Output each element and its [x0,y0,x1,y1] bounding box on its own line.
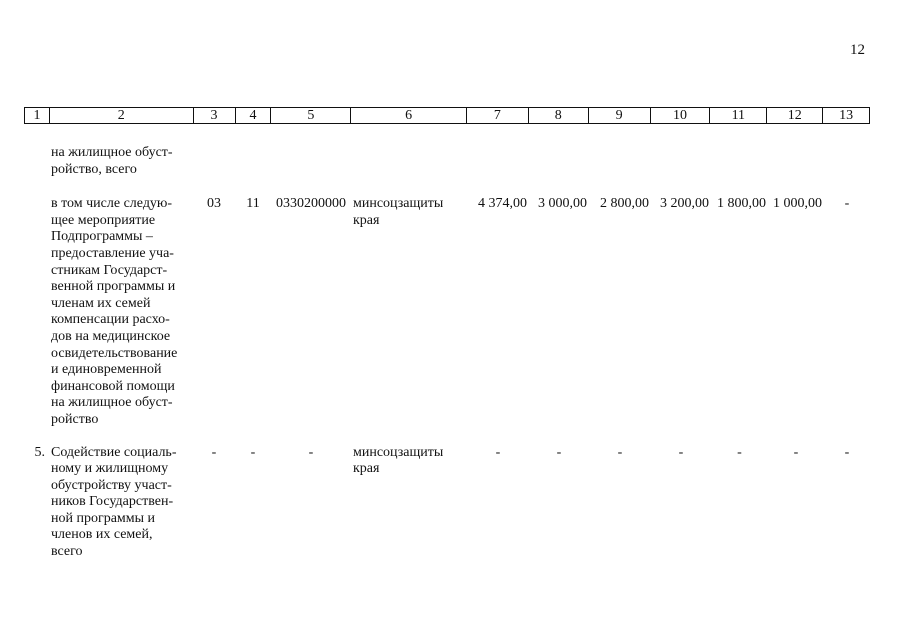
responsible-agency [351,445,467,561]
desc-line: щее мероприятие [51,212,156,228]
table-body [24,145,870,561]
amount-cell: - [617,444,623,460]
header-cell: 11 [710,108,767,123]
subsection-code: 11 [246,196,260,212]
section-code: 03 [207,196,221,212]
table-row [24,445,870,561]
desc-line: обустройству участ- [51,477,172,493]
agency-line: края [353,212,380,228]
header-cell: 3 [194,108,236,123]
header-cell: 2 [50,108,194,123]
desc-line: и единовременной [51,362,162,378]
header-cell: 4 [236,108,272,123]
desc-line: ройство, всего [51,161,137,177]
desc-line: дов на медицинское [51,328,171,344]
section-code: - [211,444,217,460]
desc-line: предоставление уча- [51,245,174,261]
header-cell: 12 [767,108,823,123]
agency-line: минсоцзащиты [353,196,444,212]
header-cell: 1 [25,108,50,123]
row-number [24,145,49,178]
header-cell: 9 [589,108,651,123]
page-number: 12 [850,42,865,58]
amount-cell: - [844,196,850,212]
row-number [24,196,49,428]
header-cell: 7 [467,108,529,123]
row-number: 5. [34,444,45,460]
desc-line: ному и жилищному [51,461,169,477]
amount-cell: 1 000,00 [773,196,822,212]
row-description [49,196,193,428]
agency-line: минсоцзащиты [353,444,444,460]
amount-cell: - [737,444,742,460]
header-cell: 5 [271,108,351,123]
header-cell: 8 [529,108,589,123]
desc-line: на жилищное обуст- [51,145,173,160]
amount-cell: 4 374,00 [478,196,527,212]
desc-line: в том числе следую- [51,196,173,212]
header-cell: 10 [651,108,711,123]
desc-line: венной программы и [51,279,176,295]
amount-cell: 1 800,00 [717,196,766,212]
subsection-code: - [250,444,256,460]
responsible-agency [351,196,467,428]
header-cell: 13 [839,108,854,123]
target-code: 0330200000 [276,196,346,212]
desc-line: освидетельствование [51,345,178,361]
table-header-row [24,107,870,124]
amount-cell: 3 200,00 [660,196,709,212]
amount-cell: - [556,444,562,460]
row-description [49,145,193,178]
amount-cell: 3 000,00 [538,196,587,212]
amount-cell: - [844,444,850,460]
desc-line: членам их семей [51,295,151,311]
agency-line: края [353,461,380,477]
desc-line: на жилищное обуст- [51,395,173,411]
amount-cell: - [678,444,684,460]
desc-line: Подпрограммы – [51,229,153,245]
desc-line: компенсации расхо- [51,312,170,328]
target-code: - [308,444,314,460]
desc-line: членов их семей, [51,527,153,543]
amount-cell: - [495,444,501,460]
table-row [24,196,870,428]
desc-line: ной программы и [51,510,156,526]
desc-line: финансовой помощи [51,378,175,394]
amount-cell: - [793,444,799,460]
table-row [24,145,870,178]
desc-line: Содействие социаль- [51,444,177,460]
amount-cell: 2 800,00 [600,196,649,212]
desc-line: ников Государствен- [51,494,174,510]
desc-line: стникам Государст- [51,262,168,278]
row-description [49,445,193,561]
header-cell: 6 [351,108,467,123]
desc-line: ройство [51,411,99,427]
desc-line: всего [51,544,83,560]
